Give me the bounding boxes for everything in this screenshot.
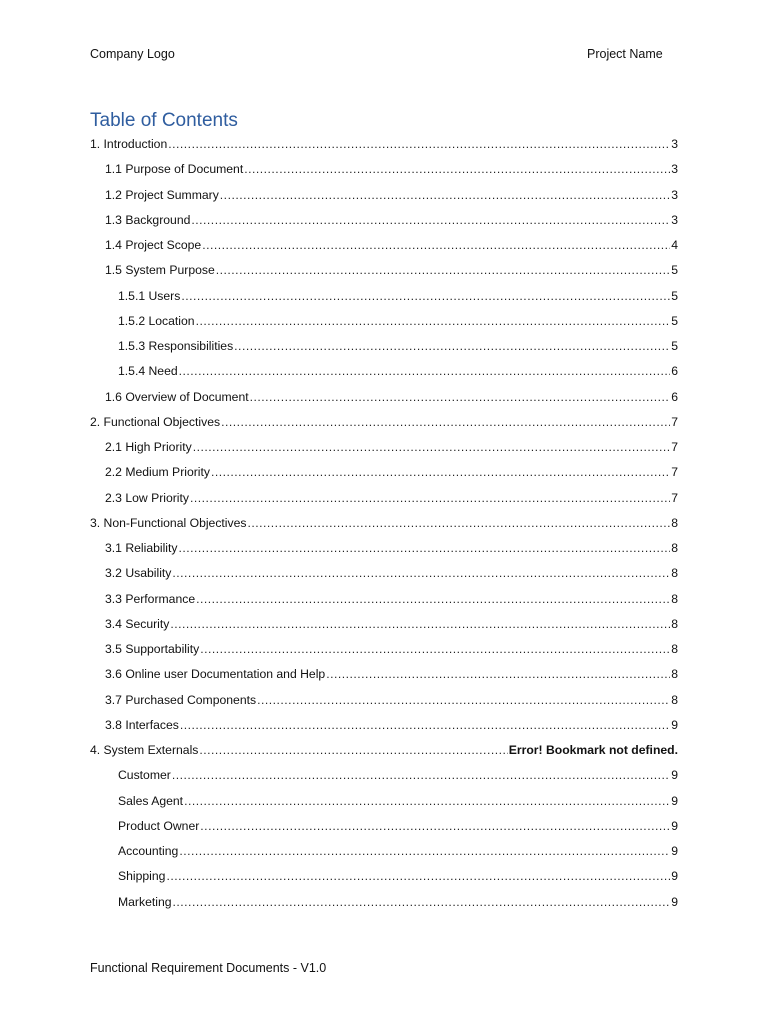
toc-dot-leader	[196, 590, 670, 608]
toc-entry-page: 8	[671, 667, 678, 682]
toc-dot-leader	[211, 463, 670, 481]
toc-entry-label: 3.7 Purchased Components	[105, 692, 257, 707]
toc-entry-label: 3.3 Performance	[105, 591, 196, 606]
toc-entry-page: 3	[671, 187, 678, 202]
toc-entry-label: 3. Non-Functional Objectives	[90, 515, 247, 530]
toc-entry-page: 8	[671, 541, 678, 555]
toc-entry-page: 9	[671, 717, 678, 732]
toc-dot-leader	[216, 261, 670, 279]
header-project-name: Project Name	[587, 47, 663, 61]
toc-dot-leader	[172, 766, 670, 784]
toc-entry-label: 1.5 System Purpose	[105, 263, 215, 278]
toc-entry[interactable]	[90, 867, 678, 892]
toc-dot-leader	[234, 337, 670, 355]
toc-entry[interactable]	[90, 640, 678, 665]
toc-entry-page: 9	[671, 818, 678, 833]
toc-entry-label: 3.2 Usability	[105, 566, 172, 581]
toc-entry[interactable]	[90, 337, 678, 362]
toc-entry[interactable]	[90, 893, 678, 918]
toc-entry-label: 1.5.2 Location	[118, 313, 195, 328]
toc-entry-label: 1.1 Purpose of Document	[105, 162, 244, 177]
toc-entry-page: 9	[671, 844, 678, 858]
toc-entry-page: Error! Bookmark not defined.	[508, 743, 678, 757]
toc-entry[interactable]	[90, 160, 678, 185]
toc-entry-label: 4. System Externals	[90, 743, 199, 757]
toc-entry-label: 3.6 Online user Documentation and Help	[105, 667, 326, 682]
toc-entry-label: Product Owner	[118, 818, 200, 833]
toc-entry-page: 9	[671, 894, 678, 909]
toc-dot-leader	[168, 135, 670, 153]
toc-entry-page: 8	[671, 642, 678, 656]
toc-entry-page: 8	[671, 616, 678, 631]
toc-entry-page: 7	[671, 414, 678, 429]
toc-dot-leader	[170, 615, 670, 633]
toc-dot-leader	[221, 413, 670, 431]
toc-dot-leader	[196, 312, 671, 330]
toc-entry[interactable]	[90, 691, 678, 716]
toc-entry-label: Marketing	[118, 894, 172, 909]
toc-entry-page: 9	[671, 768, 678, 783]
toc-entry-label: 2. Functional Objectives	[90, 414, 221, 429]
toc-entry[interactable]	[90, 236, 678, 261]
toc-dot-leader	[180, 716, 670, 734]
toc-entry[interactable]	[90, 362, 678, 387]
toc-entry[interactable]	[90, 388, 678, 413]
toc-dot-leader	[179, 842, 670, 860]
toc-entry[interactable]	[90, 438, 678, 463]
toc-entry-page: 8	[671, 566, 678, 581]
toc-entry-label: 3.5 Supportability	[105, 642, 200, 656]
toc-entry-label: 3.4 Security	[105, 616, 170, 631]
toc-entry[interactable]	[90, 817, 678, 842]
toc-entry-label: 3.8 Interfaces	[105, 717, 179, 732]
header-company-logo: Company Logo	[90, 47, 175, 61]
toc-entry-label: 1.2 Project Summary	[105, 187, 219, 202]
toc-dot-leader	[184, 792, 670, 810]
toc-entry-page: 5	[671, 263, 678, 278]
toc-entry[interactable]	[90, 539, 678, 564]
toc-dot-leader	[181, 287, 670, 305]
toc-entry-page: 3	[671, 212, 678, 227]
toc-entry-label: Customer	[118, 768, 171, 783]
toc-entry[interactable]	[90, 615, 678, 640]
toc-entry-label: Shipping	[118, 869, 166, 884]
toc-entry[interactable]	[90, 287, 678, 312]
toc-entry-page: 4	[671, 238, 678, 252]
toc-entry[interactable]	[90, 312, 678, 337]
toc-entry-label: 1.5.4 Need	[118, 364, 178, 379]
toc-entry-label: 1. Introduction	[90, 137, 168, 151]
toc-entry-page: 8	[671, 692, 678, 707]
toc-dot-leader	[247, 514, 670, 532]
toc-entry[interactable]	[90, 135, 678, 160]
toc-entry-label: 2.2 Medium Priority	[105, 465, 210, 480]
toc-dot-leader	[191, 211, 670, 229]
toc-entry-page: 5	[671, 339, 678, 353]
toc-dot-leader	[190, 489, 670, 507]
toc-dot-leader	[173, 893, 671, 911]
toc-entry[interactable]	[90, 489, 678, 514]
toc-entry-label: 1.4 Project Scope	[105, 238, 202, 252]
toc-entry[interactable]	[90, 186, 678, 211]
toc-entry-page: 3	[671, 162, 678, 177]
toc-entry-page: 3	[671, 137, 678, 151]
toc-entry-page: 7	[671, 440, 678, 454]
toc-entry-label: 1.5.1 Users	[118, 288, 181, 303]
toc-dot-leader	[193, 438, 671, 456]
toc-entry[interactable]	[90, 463, 678, 488]
toc-entry-label: 1.6 Overview of Document	[105, 389, 249, 404]
toc-entry[interactable]	[90, 716, 678, 741]
toc-entry-label: 1.3 Background	[105, 212, 191, 227]
toc-entry[interactable]	[90, 514, 678, 539]
footer-text: Functional Requirement Documents - V1.0	[90, 961, 327, 975]
toc-entry[interactable]	[90, 564, 678, 589]
toc-entry-page: 9	[671, 869, 678, 884]
toc-entry-label: 2.1 High Priority	[105, 440, 192, 454]
toc-dot-leader	[244, 160, 670, 178]
toc-entry-page: 5	[671, 313, 678, 328]
toc-entry[interactable]	[90, 665, 678, 690]
table-of-contents	[90, 135, 678, 918]
toc-entry[interactable]	[90, 792, 678, 817]
toc-entry-page: 6	[671, 364, 678, 379]
toc-entry-page: 5	[671, 288, 678, 303]
toc-entry[interactable]	[90, 261, 678, 286]
toc-entry[interactable]	[90, 842, 678, 867]
toc-dot-leader	[200, 817, 670, 835]
toc-entry-label: 1.5.3 Responsibilities	[118, 339, 234, 353]
toc-dot-leader	[202, 236, 670, 254]
toc-title: Table of Contents	[90, 110, 238, 131]
toc-dot-leader	[178, 539, 670, 557]
toc-dot-leader	[250, 388, 671, 406]
toc-entry-page: 7	[671, 465, 678, 480]
toc-dot-leader	[179, 362, 671, 380]
toc-entry[interactable]	[90, 590, 678, 615]
toc-entry-label: Accounting	[118, 844, 179, 858]
toc-dot-leader	[172, 564, 670, 582]
toc-entry-label: Sales Agent	[118, 793, 184, 808]
toc-dot-leader	[199, 741, 507, 759]
toc-entry[interactable]	[90, 211, 678, 236]
toc-entry-page: 8	[671, 591, 678, 606]
toc-dot-leader	[200, 640, 670, 658]
toc-entry-page: 7	[671, 490, 678, 505]
toc-dot-leader	[166, 867, 670, 885]
toc-dot-leader	[257, 691, 670, 709]
toc-entry-label: 3.1 Reliability	[105, 541, 178, 555]
toc-entry-label: 2.3 Low Priority	[105, 490, 189, 505]
toc-entry-page: 9	[671, 793, 678, 808]
toc-dot-leader	[220, 186, 670, 204]
toc-dot-leader	[326, 665, 670, 683]
toc-entry[interactable]	[90, 741, 678, 766]
toc-entry-page: 8	[671, 515, 678, 530]
toc-entry[interactable]	[90, 413, 678, 438]
toc-entry-page: 6	[671, 389, 678, 404]
toc-entry[interactable]	[90, 766, 678, 791]
